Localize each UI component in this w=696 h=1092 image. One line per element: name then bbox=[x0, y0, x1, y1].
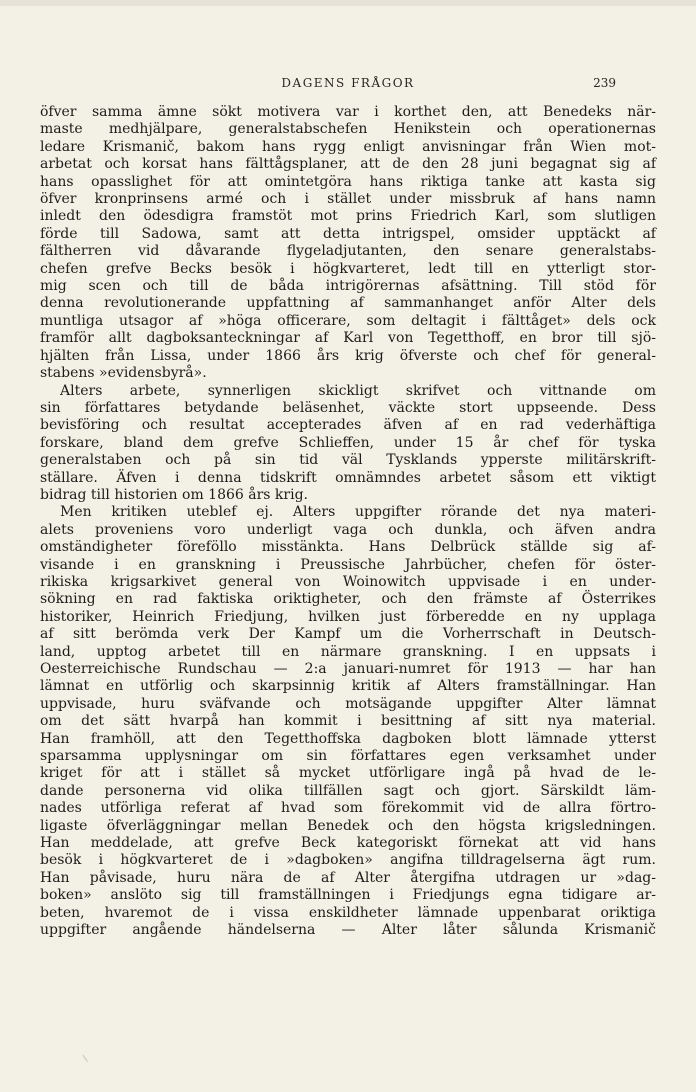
text-line: forskare, bland dem grefve Schlieffen, under 15 år chef för tyska bbox=[40, 434, 656, 451]
paragraph-3 bbox=[40, 504, 656, 939]
text-line: historiker, Heinrich Friedjung, hvilken just förberedde en ny upplaga bbox=[40, 608, 656, 625]
text-line: uppgifter angående händelserna — Alter låter sålunda Krismanič bbox=[40, 922, 656, 939]
text-line: sparsamma upplysningar om sin författares egen verksamhet under bbox=[40, 748, 656, 765]
text-line: muntliga utsagor af »höga officerare, som deltagit i fälttåget» dels ock bbox=[40, 312, 656, 329]
text-line: land, upptog arbetet till en närmare granskning. I en uppsats i bbox=[40, 643, 656, 660]
text-line: förde till Sadowa, samt att detta intrigspel, omsider upptäckt af bbox=[40, 225, 656, 242]
text-line: hans opasslighet för att omintetgöra hans riktiga tanke att kasta sig bbox=[40, 173, 656, 190]
text-line: boken» anslöto sig till framställningen i Friedjungs egna tidigare ar- bbox=[40, 887, 656, 904]
text-line: uppvisade, huru sväfvande och motsägande uppgifter Alter lämnat bbox=[40, 695, 656, 712]
text-line: dande personerna vid olika tillfällen sagt och gjort. Särskildt läm- bbox=[40, 782, 656, 799]
text-line: Han påvisade, huru nära de af Alter återgifna utdragen ur »dag- bbox=[40, 869, 656, 886]
text-line: Alters arbete, synnerligen skickligt skrifvet och vittnande om bbox=[60, 382, 656, 399]
paragraph-2 bbox=[40, 383, 656, 505]
text-line: nades utförliga referat af hvad som förekommit vid de allra förtro- bbox=[40, 800, 656, 817]
page-header bbox=[40, 76, 656, 96]
text-line: Han framhöll, att den Tegetthoffska dagboken blott lämnade ytterst bbox=[40, 730, 656, 747]
text-line: af sitt berömda verk Der Kampf um die Vorherrschaft in Deutsch- bbox=[40, 626, 656, 643]
text-line: sin författares betydande beläsenhet, väckte stort uppseende. Dess bbox=[40, 399, 656, 416]
text-line: generalstaben och på sin tid väl Tysklands ypperste militärskrift- bbox=[40, 452, 656, 469]
page-number: 239 bbox=[593, 76, 616, 90]
text-line: alets proveniens voro underligt vaga och dunkla, och äfven andra bbox=[40, 521, 656, 538]
text-line: denna revolutionerande uppfattning af sammanhanget anför Alter dels bbox=[40, 295, 656, 312]
body-text bbox=[40, 104, 656, 940]
paper-mark bbox=[83, 1050, 95, 1062]
text-line: Men kritiken uteblef ej. Alters uppgifter rörande det nya materi- bbox=[60, 504, 656, 521]
text-line: visande i en granskning i Preussische Jahrbücher, chefen för öster- bbox=[40, 556, 656, 573]
text-line: fältherren vid dåvarande flygeladjutanten, den senare generalstabs- bbox=[40, 243, 656, 260]
text-line: ställare. Äfven i denna tidskrift omnämndes arbetet såsom ett viktigt bbox=[40, 469, 656, 486]
text-line: maste medhjälpare, generalstabschefen Henikstein och operationernas bbox=[40, 121, 656, 138]
text-line: kriget för att i stället så mycket utförligare ingå på hvad de le- bbox=[40, 765, 656, 782]
text-line: Oesterreichische Rundschau — 2:a januari-numret för 1913 — har han bbox=[40, 661, 656, 677]
running-head: DAGENS FRÅGOR bbox=[281, 76, 415, 90]
text-line: arbetat och korsat hans fälttågsplaner, att de den 28 juni begagnat sig af bbox=[40, 156, 656, 173]
text-line: rikiska krigsarkivet general von Woinowitch uppvisade i en under- bbox=[40, 573, 656, 590]
text-line: Han meddelade, att grefve Beck kategoriskt förnekat att vid hans bbox=[40, 835, 656, 852]
text-line: framför allt dagboksanteckningar af Karl von Tegetthoff, en bror till sjö- bbox=[40, 330, 656, 347]
text-line: beten, hvaremot de i vissa enskildheter lämnade uppenbarat oriktiga bbox=[40, 904, 656, 921]
text-line: bevisföring och resultat accepterades äfven af en rad vederhäftiga bbox=[40, 417, 656, 434]
text-line: chefen grefve Becks besök i högkvarteret, ledt till en ytterligt stor- bbox=[40, 260, 656, 277]
text-line: öfver kronprinsens armé och i stället under missbruk af hans namn bbox=[40, 191, 656, 208]
text-line: stabens »evidensbyrå». bbox=[40, 365, 207, 382]
text-line: besök i högkvarteret de i »dagboken» angifna tilldragelserna ägt rum. bbox=[40, 852, 656, 869]
text-line: hjälten från Lissa, under 1866 års krig öfverste och chef för general- bbox=[40, 347, 656, 364]
page-top-edge bbox=[0, 0, 696, 6]
text-line: mig scen och till de båda intrigörernas afsättning. Till stöd för bbox=[40, 278, 656, 295]
text-line: öfver samma ämne sökt motivera var i korthet den, att Benedeks när- bbox=[40, 104, 656, 120]
text-line: ligaste öfverläggningar mellan Benedek och den högsta krigsledningen. bbox=[40, 817, 656, 834]
paragraph-1 bbox=[40, 104, 656, 383]
text-line: bidrag till historien om 1866 års krig. bbox=[40, 486, 308, 503]
text-line: lämnat en utförlig och skarpsinnig kritik af Alters framställningar. Han bbox=[40, 678, 656, 695]
text-line: ledare Krismanič, bakom hans rygg enligt anvisningar från Wien mot- bbox=[40, 138, 656, 155]
text-line: sökning en rad faktiska oriktigheter, och den främste af Österrikes bbox=[40, 591, 656, 608]
text-line: om det sätt hvarpå han kommit i besittning af sitt nya material. bbox=[40, 713, 656, 730]
text-line: inledt den ödesdigra framstöt mot prins Friedrich Karl, som slutligen bbox=[40, 208, 656, 225]
text-line: omständigheter föreföllo misstänkta. Hans Delbrück ställde sig af- bbox=[40, 539, 656, 556]
